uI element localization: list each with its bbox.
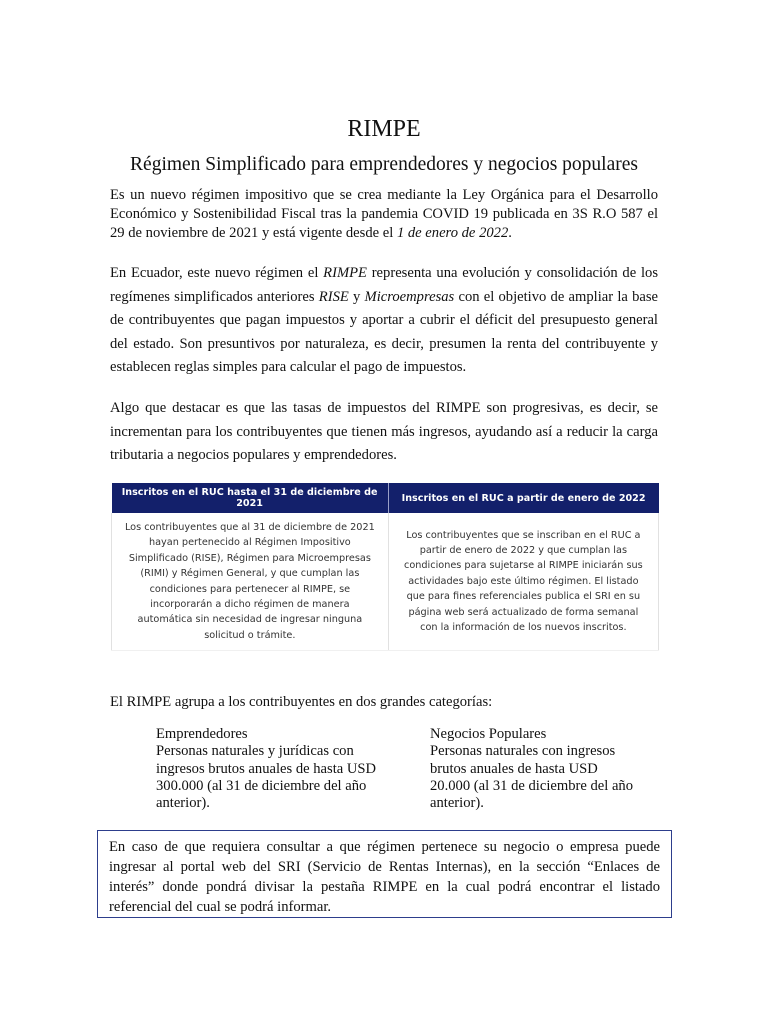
categories-intro: El RIMPE agrupa a los contribuyentes en dos grandes categorías: (110, 694, 493, 710)
rise-term: RISE (318, 288, 349, 305)
table-header-until-2021: Inscritos en el RUC hasta el 31 de diciembre de 2021 (112, 483, 389, 513)
registration-table (111, 483, 659, 651)
document-title: RIMPE (347, 116, 421, 142)
intro-paragraph (110, 186, 658, 243)
effective-date: 1 de enero de 2022 (396, 225, 509, 241)
microempresas-term: Microempresas (364, 288, 455, 305)
table-cell-until-2021: Los contribuyentes que al 31 de diciembre de 2021 hayan pertenecido al Régimen Impositivo Simplificado (RISE), Régimen para Microempresas (RIMI) y Régimen General, y que cumplan las condiciones para pertenecer al RIMPE, se incorporarán a dicho régimen de manera automática sin necesidad de ingresar ninguna solicitud o trámite. (112, 513, 389, 651)
ecuador-text-2: representa una evolución y consolidación de los regímenes simplificados anteriores (110, 265, 658, 305)
table-header-from-2022: Inscritos en el RUC a partir de enero de 2022 (388, 483, 658, 513)
category-description: Personas naturales y jurídicas con ingresos brutos anuales de hasta USD 300.000 (al 31 de diciembre del año anterior). (156, 743, 377, 812)
progressive-rates-paragraph: Algo que destacar es que las tasas de impuestos del RIMPE son progresivas, es decir, se incrementan para los contribuyentes que tienen más ingresos, ayudando así a reducir la carga tributaria a negocios populares y emprendedores. (110, 400, 658, 464)
intro-end: . (508, 225, 512, 241)
category-description: Personas naturales con ingresos brutos anuales de hasta USD 20.000 (al 31 de diciembre del año anterior). (430, 743, 634, 812)
table-row (112, 513, 659, 651)
table-header-row (112, 483, 659, 513)
category-negocios-populares (430, 726, 640, 812)
category-title: Negocios Populares (430, 726, 547, 742)
sri-consult-note: En caso de que requiera consultar a que régimen pertenece su negocio o empresa puede ingresar al portal web del SRI (Servicio de Rentas Internas), en la sección “Enlaces de interés” donde pondrá divisar la pestaña RIMPE en la cual podrá encontrar el listado referencial del cual se podrá informar. (97, 830, 672, 918)
ecuador-text-3: con el objetivo de ampliar la base de contribuyentes que pagan impuestos y aportar a cubrir el déficit del presupuesto general del estado. Son presuntivos por naturaleza, es decir, presumen la renta del contribuyente y establecen reglas simples para calcular el pago de impuestos. (110, 288, 659, 376)
ecuador-text-y: y (348, 288, 365, 305)
rimpe-term: RIMPE (323, 265, 367, 281)
ecuador-text-1: En Ecuador, este nuevo régimen el (110, 265, 324, 281)
category-emprendedores (156, 726, 396, 812)
intro-text: Es un nuevo régimen impositivo que se crea mediante la Ley Orgánica para el Desarrollo Económico y Sostenibilidad Fiscal tras la pandemia COVID 19 publicada en 3S R.O 587 el 29 de noviembre de 2021 y está vigente desde el (110, 187, 658, 241)
ecuador-paragraph (110, 262, 658, 380)
document-subtitle: Régimen Simplificado para emprendedores y negocios populares (130, 154, 638, 175)
table-cell-from-2022: Los contribuyentes que se inscriban en el RUC a partir de enero de 2022 y que cumplan las condiciones para sujetarse al RIMPE iniciarán sus actividades bajo este último régimen. El listado que para fines referenciales publica el SRI en su página web será actualizado de forma semanal con la información de los nuevos inscritos. (388, 513, 658, 651)
category-title: Emprendedores (156, 726, 248, 742)
